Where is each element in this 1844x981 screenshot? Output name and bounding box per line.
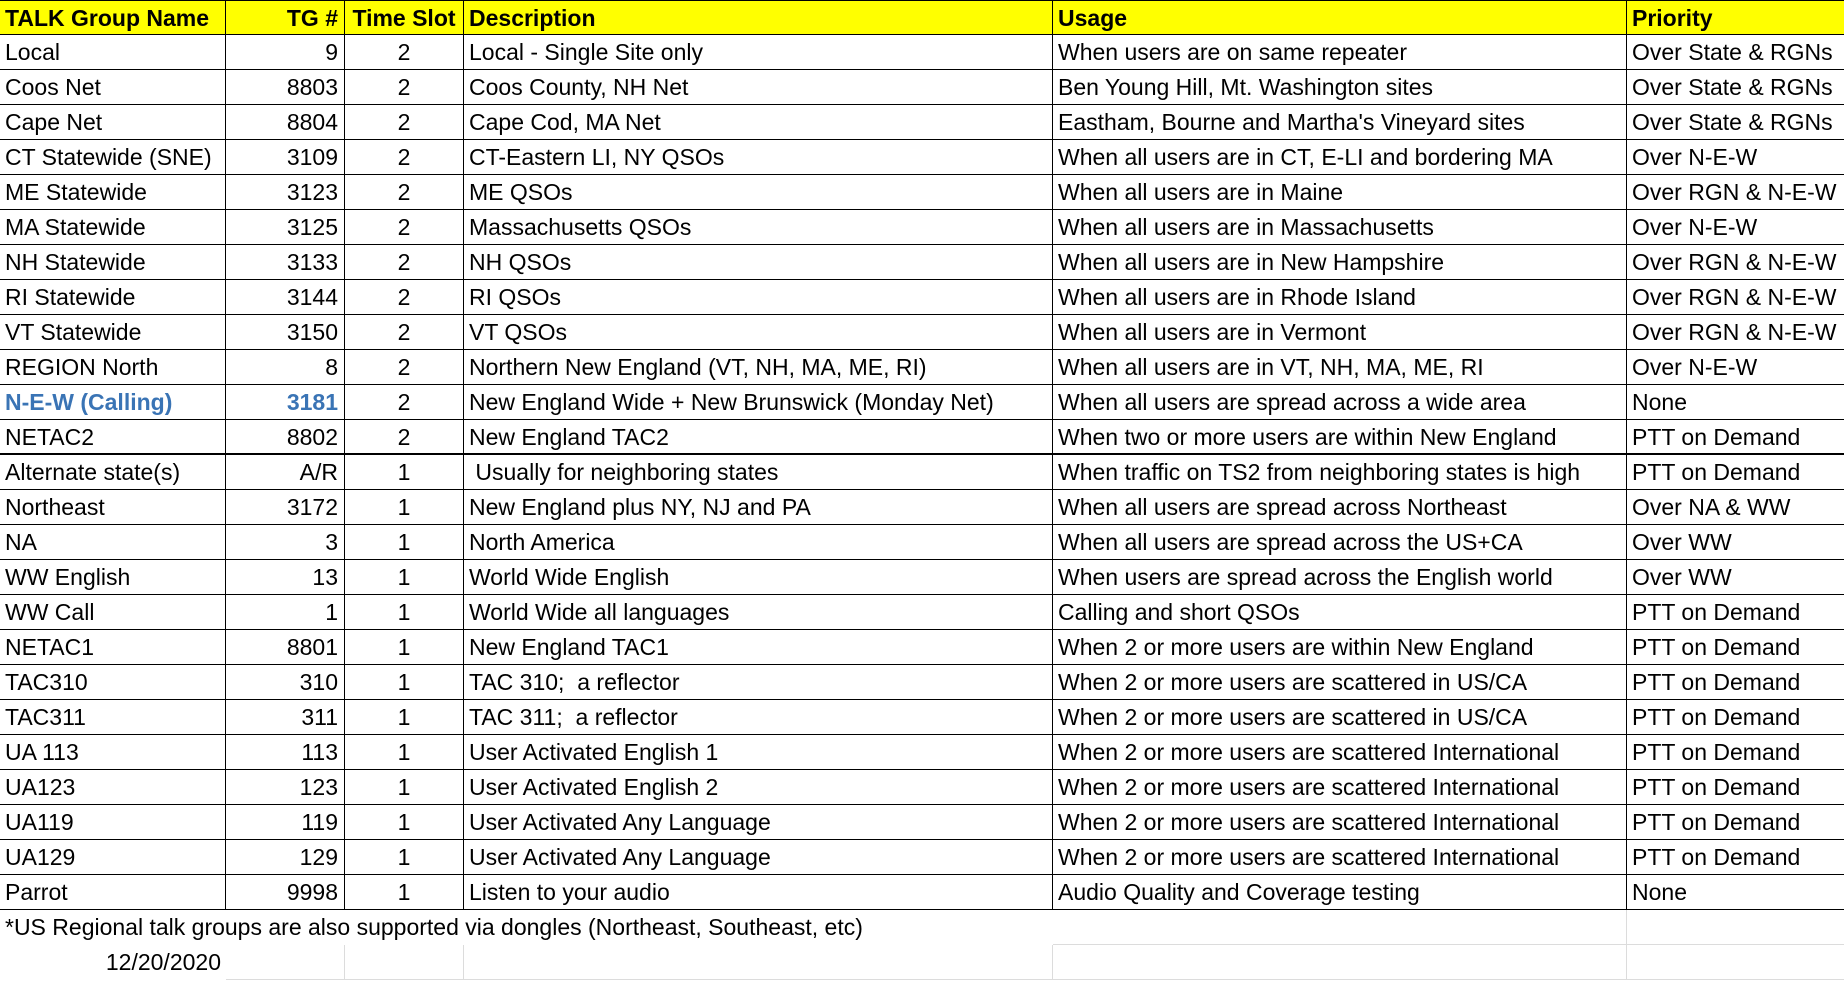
cell-priority[interactable]: PTT on Demand (1627, 630, 1844, 665)
cell-priority[interactable]: Over RGN & N-E-W (1627, 175, 1844, 210)
cell-tg-number[interactable]: 8801 (226, 630, 345, 665)
cell-priority[interactable]: Over RGN & N-E-W (1627, 245, 1844, 280)
cell-talk-group-name[interactable]: Local (0, 35, 226, 70)
cell-priority[interactable]: Over N-E-W (1627, 350, 1844, 385)
cell-usage[interactable]: When 2 or more users are scattered International (1053, 840, 1627, 875)
cell-description[interactable]: NH QSOs (464, 245, 1053, 280)
cell-tg-number[interactable]: 113 (226, 735, 345, 770)
empty-cell[interactable] (226, 945, 345, 980)
cell-priority[interactable]: PTT on Demand (1627, 805, 1844, 840)
cell-time-slot[interactable]: 1 (345, 735, 464, 770)
cell-usage[interactable]: When all users are spread across the US+CA (1053, 525, 1627, 560)
cell-tg-number[interactable]: 310 (226, 665, 345, 700)
cell-description[interactable]: TAC 311; a reflector (464, 700, 1053, 735)
cell-talk-group-name[interactable]: UA119 (0, 805, 226, 840)
cell-talk-group-name[interactable]: NETAC1 (0, 630, 226, 665)
cell-priority[interactable]: Over NA & WW (1627, 490, 1844, 525)
header-priority[interactable]: Priority (1627, 0, 1844, 35)
table-row (0, 595, 1844, 630)
table-row (0, 105, 1844, 140)
header-talk-group-name[interactable]: TALK Group Name (0, 0, 226, 35)
cell-priority[interactable]: Over WW (1627, 560, 1844, 595)
cell-usage[interactable]: When all users are in Massachusetts (1053, 210, 1627, 245)
cell-description[interactable]: World Wide English (464, 560, 1053, 595)
table-row (0, 350, 1844, 385)
cell-description[interactable]: User Activated Any Language (464, 805, 1053, 840)
cell-talk-group-name[interactable]: Parrot (0, 875, 226, 910)
empty-cell[interactable] (1053, 945, 1627, 980)
cell-talk-group-name[interactable]: NETAC2 (0, 420, 226, 455)
table-row (0, 175, 1844, 210)
cell-usage[interactable]: When all users are in VT, NH, MA, ME, RI (1053, 350, 1627, 385)
cell-description[interactable]: User Activated English 1 (464, 735, 1053, 770)
cell-time-slot[interactable]: 2 (345, 70, 464, 105)
cell-talk-group-name[interactable]: NH Statewide (0, 245, 226, 280)
cell-time-slot[interactable]: 2 (345, 140, 464, 175)
cell-description[interactable]: Coos County, NH Net (464, 70, 1053, 105)
cell-description[interactable]: Usually for neighboring states (464, 455, 1053, 490)
cell-talk-group-name[interactable]: TAC311 (0, 700, 226, 735)
header-usage[interactable]: Usage (1053, 0, 1627, 35)
cell-time-slot[interactable]: 2 (345, 385, 464, 420)
cell-time-slot[interactable]: 2 (345, 420, 464, 455)
cell-talk-group-name[interactable]: VT Statewide (0, 315, 226, 350)
cell-description[interactable]: User Activated Any Language (464, 840, 1053, 875)
cell-usage[interactable]: When 2 or more users are scattered in US/CA (1053, 665, 1627, 700)
date-cell[interactable]: 12/20/2020 (105, 949, 221, 975)
cell-priority[interactable]: Over State & RGNs (1627, 70, 1844, 105)
cell-talk-group-name[interactable]: Coos Net (0, 70, 226, 105)
cell-description[interactable]: VT QSOs (464, 315, 1053, 350)
cell-priority[interactable]: None (1627, 875, 1844, 910)
cell-talk-group-name[interactable]: Northeast (0, 490, 226, 525)
table-row (0, 385, 1844, 420)
cell-description[interactable]: Listen to your audio (464, 875, 1053, 910)
header-row (0, 0, 1844, 35)
empty-cell[interactable] (1053, 910, 1627, 945)
cell-priority[interactable]: Over N-E-W (1627, 210, 1844, 245)
cell-time-slot[interactable]: 1 (345, 490, 464, 525)
cell-time-slot[interactable]: 2 (345, 35, 464, 70)
cell-tg-number[interactable]: 8802 (226, 420, 345, 455)
empty-cell[interactable] (345, 945, 464, 980)
cell-talk-group-name[interactable]: Cape Net (0, 105, 226, 140)
cell-description[interactable]: New England Wide + New Brunswick (Monday Net) (464, 385, 1053, 420)
table-row (0, 210, 1844, 245)
cell-priority[interactable]: Over RGN & N-E-W (1627, 280, 1844, 315)
cell-priority[interactable]: PTT on Demand (1627, 455, 1844, 490)
cell-tg-number[interactable]: 13 (226, 560, 345, 595)
table-row (0, 420, 1844, 455)
cell-description[interactable]: World Wide all languages (464, 595, 1053, 630)
cell-tg-number[interactable]: 3123 (226, 175, 345, 210)
cell-time-slot[interactable]: 1 (345, 455, 464, 490)
cell-talk-group-name[interactable]: MA Statewide (0, 210, 226, 245)
cell-description[interactable]: RI QSOs (464, 280, 1053, 315)
table-row (0, 805, 1844, 840)
header-time-slot[interactable]: Time Slot (345, 0, 464, 35)
cell-usage[interactable]: When users are spread across the English world (1053, 560, 1627, 595)
cell-tg-number[interactable]: 3 (226, 525, 345, 560)
cell-tg-number[interactable]: 8 (226, 350, 345, 385)
cell-tg-number[interactable]: 119 (226, 805, 345, 840)
cell-description[interactable]: Cape Cod, MA Net (464, 105, 1053, 140)
cell-usage[interactable]: When all users are in New Hampshire (1053, 245, 1627, 280)
cell-usage[interactable]: When all users are spread across a wide area (1053, 385, 1627, 420)
cell-usage[interactable]: Eastham, Bourne and Martha's Vineyard sites (1053, 105, 1627, 140)
cell-time-slot[interactable]: 1 (345, 805, 464, 840)
cell-talk-group-name[interactable]: UA129 (0, 840, 226, 875)
empty-cell[interactable] (464, 945, 1053, 980)
header-description[interactable]: Description (464, 0, 1053, 35)
cell-usage[interactable]: When 2 or more users are scattered International (1053, 735, 1627, 770)
table-row (0, 280, 1844, 315)
cell-time-slot[interactable]: 1 (345, 840, 464, 875)
cell-time-slot[interactable]: 1 (345, 525, 464, 560)
cell-priority[interactable]: Over State & RGNs (1627, 105, 1844, 140)
cell-talk-group-name[interactable]: N-E-W (Calling) (0, 385, 226, 420)
table-row (0, 560, 1844, 595)
cell-usage[interactable]: When all users are in Maine (1053, 175, 1627, 210)
cell-priority[interactable]: Over State & RGNs (1627, 35, 1844, 70)
cell-time-slot[interactable]: 2 (345, 105, 464, 140)
cell-description[interactable]: New England TAC1 (464, 630, 1053, 665)
table-row (0, 840, 1844, 875)
cell-talk-group-name[interactable]: RI Statewide (0, 280, 226, 315)
cell-description[interactable]: New England plus NY, NJ and PA (464, 490, 1053, 525)
cell-priority[interactable]: Over RGN & N-E-W (1627, 315, 1844, 350)
table-row (0, 875, 1844, 910)
cell-usage[interactable]: Calling and short QSOs (1053, 595, 1627, 630)
cell-priority[interactable]: PTT on Demand (1627, 665, 1844, 700)
cell-usage[interactable]: When 2 or more users are within New England (1053, 630, 1627, 665)
cell-priority[interactable]: PTT on Demand (1627, 735, 1844, 770)
table-row (0, 525, 1844, 560)
cell-usage[interactable]: When all users are spread across Northeast (1053, 490, 1627, 525)
cell-time-slot[interactable]: 1 (345, 875, 464, 910)
cell-time-slot[interactable]: 2 (345, 245, 464, 280)
cell-usage[interactable]: When all users are in CT, E-LI and bordering MA (1053, 140, 1627, 175)
cell-priority[interactable]: PTT on Demand (1627, 700, 1844, 735)
cell-tg-number[interactable]: 3109 (226, 140, 345, 175)
empty-cell[interactable] (1627, 910, 1844, 945)
cell-tg-number[interactable]: 3133 (226, 245, 345, 280)
cell-description[interactable]: CT-Eastern LI, NY QSOs (464, 140, 1053, 175)
cell-time-slot[interactable]: 2 (345, 280, 464, 315)
cell-priority[interactable]: PTT on Demand (1627, 420, 1844, 455)
cell-description[interactable]: Northern New England (VT, NH, MA, ME, RI) (464, 350, 1053, 385)
cell-time-slot[interactable]: 1 (345, 665, 464, 700)
date-row (0, 945, 1844, 980)
table-row (0, 70, 1844, 105)
cell-priority[interactable]: Over N-E-W (1627, 140, 1844, 175)
cell-usage[interactable]: When users are on same repeater (1053, 35, 1627, 70)
cell-priority[interactable]: PTT on Demand (1627, 770, 1844, 805)
footnote[interactable]: *US Regional talk groups are also supported via dongles (Northeast, Southeast, etc) (5, 910, 863, 944)
table-row (0, 490, 1844, 525)
cell-usage[interactable]: When all users are in Rhode Island (1053, 280, 1627, 315)
cell-description[interactable]: North America (464, 525, 1053, 560)
cell-talk-group-name[interactable]: TAC310 (0, 665, 226, 700)
header-tg-number[interactable]: TG # (226, 0, 345, 35)
cell-usage[interactable]: When 2 or more users are scattered International (1053, 770, 1627, 805)
cell-priority[interactable]: PTT on Demand (1627, 595, 1844, 630)
table-row (0, 315, 1844, 350)
cell-talk-group-name[interactable]: UA 113 (0, 735, 226, 770)
cell-description[interactable]: User Activated English 2 (464, 770, 1053, 805)
cell-tg-number[interactable]: A/R (226, 455, 345, 490)
cell-tg-number[interactable]: 311 (226, 700, 345, 735)
cell-usage[interactable]: When 2 or more users are scattered International (1053, 805, 1627, 840)
cell-priority[interactable]: PTT on Demand (1627, 840, 1844, 875)
table-row (0, 665, 1844, 700)
cell-tg-number[interactable]: 3181 (226, 385, 345, 420)
cell-talk-group-name[interactable]: WW English (0, 560, 226, 595)
cell-tg-number[interactable]: 3144 (226, 280, 345, 315)
table-row (0, 140, 1844, 175)
cell-tg-number[interactable]: 123 (226, 770, 345, 805)
cell-tg-number[interactable]: 9998 (226, 875, 345, 910)
table-row (0, 735, 1844, 770)
cell-tg-number[interactable]: 8804 (226, 105, 345, 140)
cell-description[interactable]: New England TAC2 (464, 420, 1053, 455)
cell-description[interactable]: TAC 310; a reflector (464, 665, 1053, 700)
cell-talk-group-name[interactable]: CT Statewide (SNE) (0, 140, 226, 175)
cell-priority[interactable]: None (1627, 385, 1844, 420)
cell-time-slot[interactable]: 1 (345, 630, 464, 665)
cell-tg-number[interactable]: 129 (226, 840, 345, 875)
empty-cell[interactable] (1627, 945, 1844, 980)
table-row (0, 35, 1844, 70)
cell-priority[interactable]: Over WW (1627, 525, 1844, 560)
cell-time-slot[interactable]: 2 (345, 210, 464, 245)
cell-usage[interactable]: Audio Quality and Coverage testing (1053, 875, 1627, 910)
cell-time-slot[interactable]: 2 (345, 350, 464, 385)
cell-description[interactable]: Local - Single Site only (464, 35, 1053, 70)
cell-time-slot[interactable]: 1 (345, 595, 464, 630)
cell-usage[interactable]: Ben Young Hill, Mt. Washington sites (1053, 70, 1627, 105)
cell-usage[interactable]: When traffic on TS2 from neighboring states is high (1053, 455, 1627, 490)
cell-talk-group-name[interactable]: NA (0, 525, 226, 560)
footnote-row (0, 910, 1844, 945)
table-row (0, 700, 1844, 735)
cell-description[interactable]: Massachusetts QSOs (464, 210, 1053, 245)
cell-time-slot[interactable]: 1 (345, 770, 464, 805)
cell-talk-group-name[interactable]: WW Call (0, 595, 226, 630)
cell-usage[interactable]: When two or more users are within New England (1053, 420, 1627, 455)
table-row (0, 245, 1844, 280)
cell-time-slot[interactable]: 2 (345, 175, 464, 210)
cell-time-slot[interactable]: 2 (345, 315, 464, 350)
table-row (0, 630, 1844, 665)
cell-talk-group-name[interactable]: REGION North (0, 350, 226, 385)
cell-talk-group-name[interactable]: UA123 (0, 770, 226, 805)
cell-talk-group-name[interactable]: ME Statewide (0, 175, 226, 210)
cell-tg-number[interactable]: 9 (226, 35, 345, 70)
table-row (0, 455, 1844, 490)
cell-time-slot[interactable]: 1 (345, 560, 464, 595)
cell-tg-number[interactable]: 8803 (226, 70, 345, 105)
cell-tg-number[interactable]: 1 (226, 595, 345, 630)
cell-usage[interactable]: When 2 or more users are scattered in US/CA (1053, 700, 1627, 735)
cell-tg-number[interactable]: 3172 (226, 490, 345, 525)
cell-usage[interactable]: When all users are in Vermont (1053, 315, 1627, 350)
cell-tg-number[interactable]: 3150 (226, 315, 345, 350)
cell-description[interactable]: ME QSOs (464, 175, 1053, 210)
cell-talk-group-name[interactable]: Alternate state(s) (0, 455, 226, 490)
table-row (0, 770, 1844, 805)
cell-time-slot[interactable]: 1 (345, 700, 464, 735)
cell-tg-number[interactable]: 3125 (226, 210, 345, 245)
